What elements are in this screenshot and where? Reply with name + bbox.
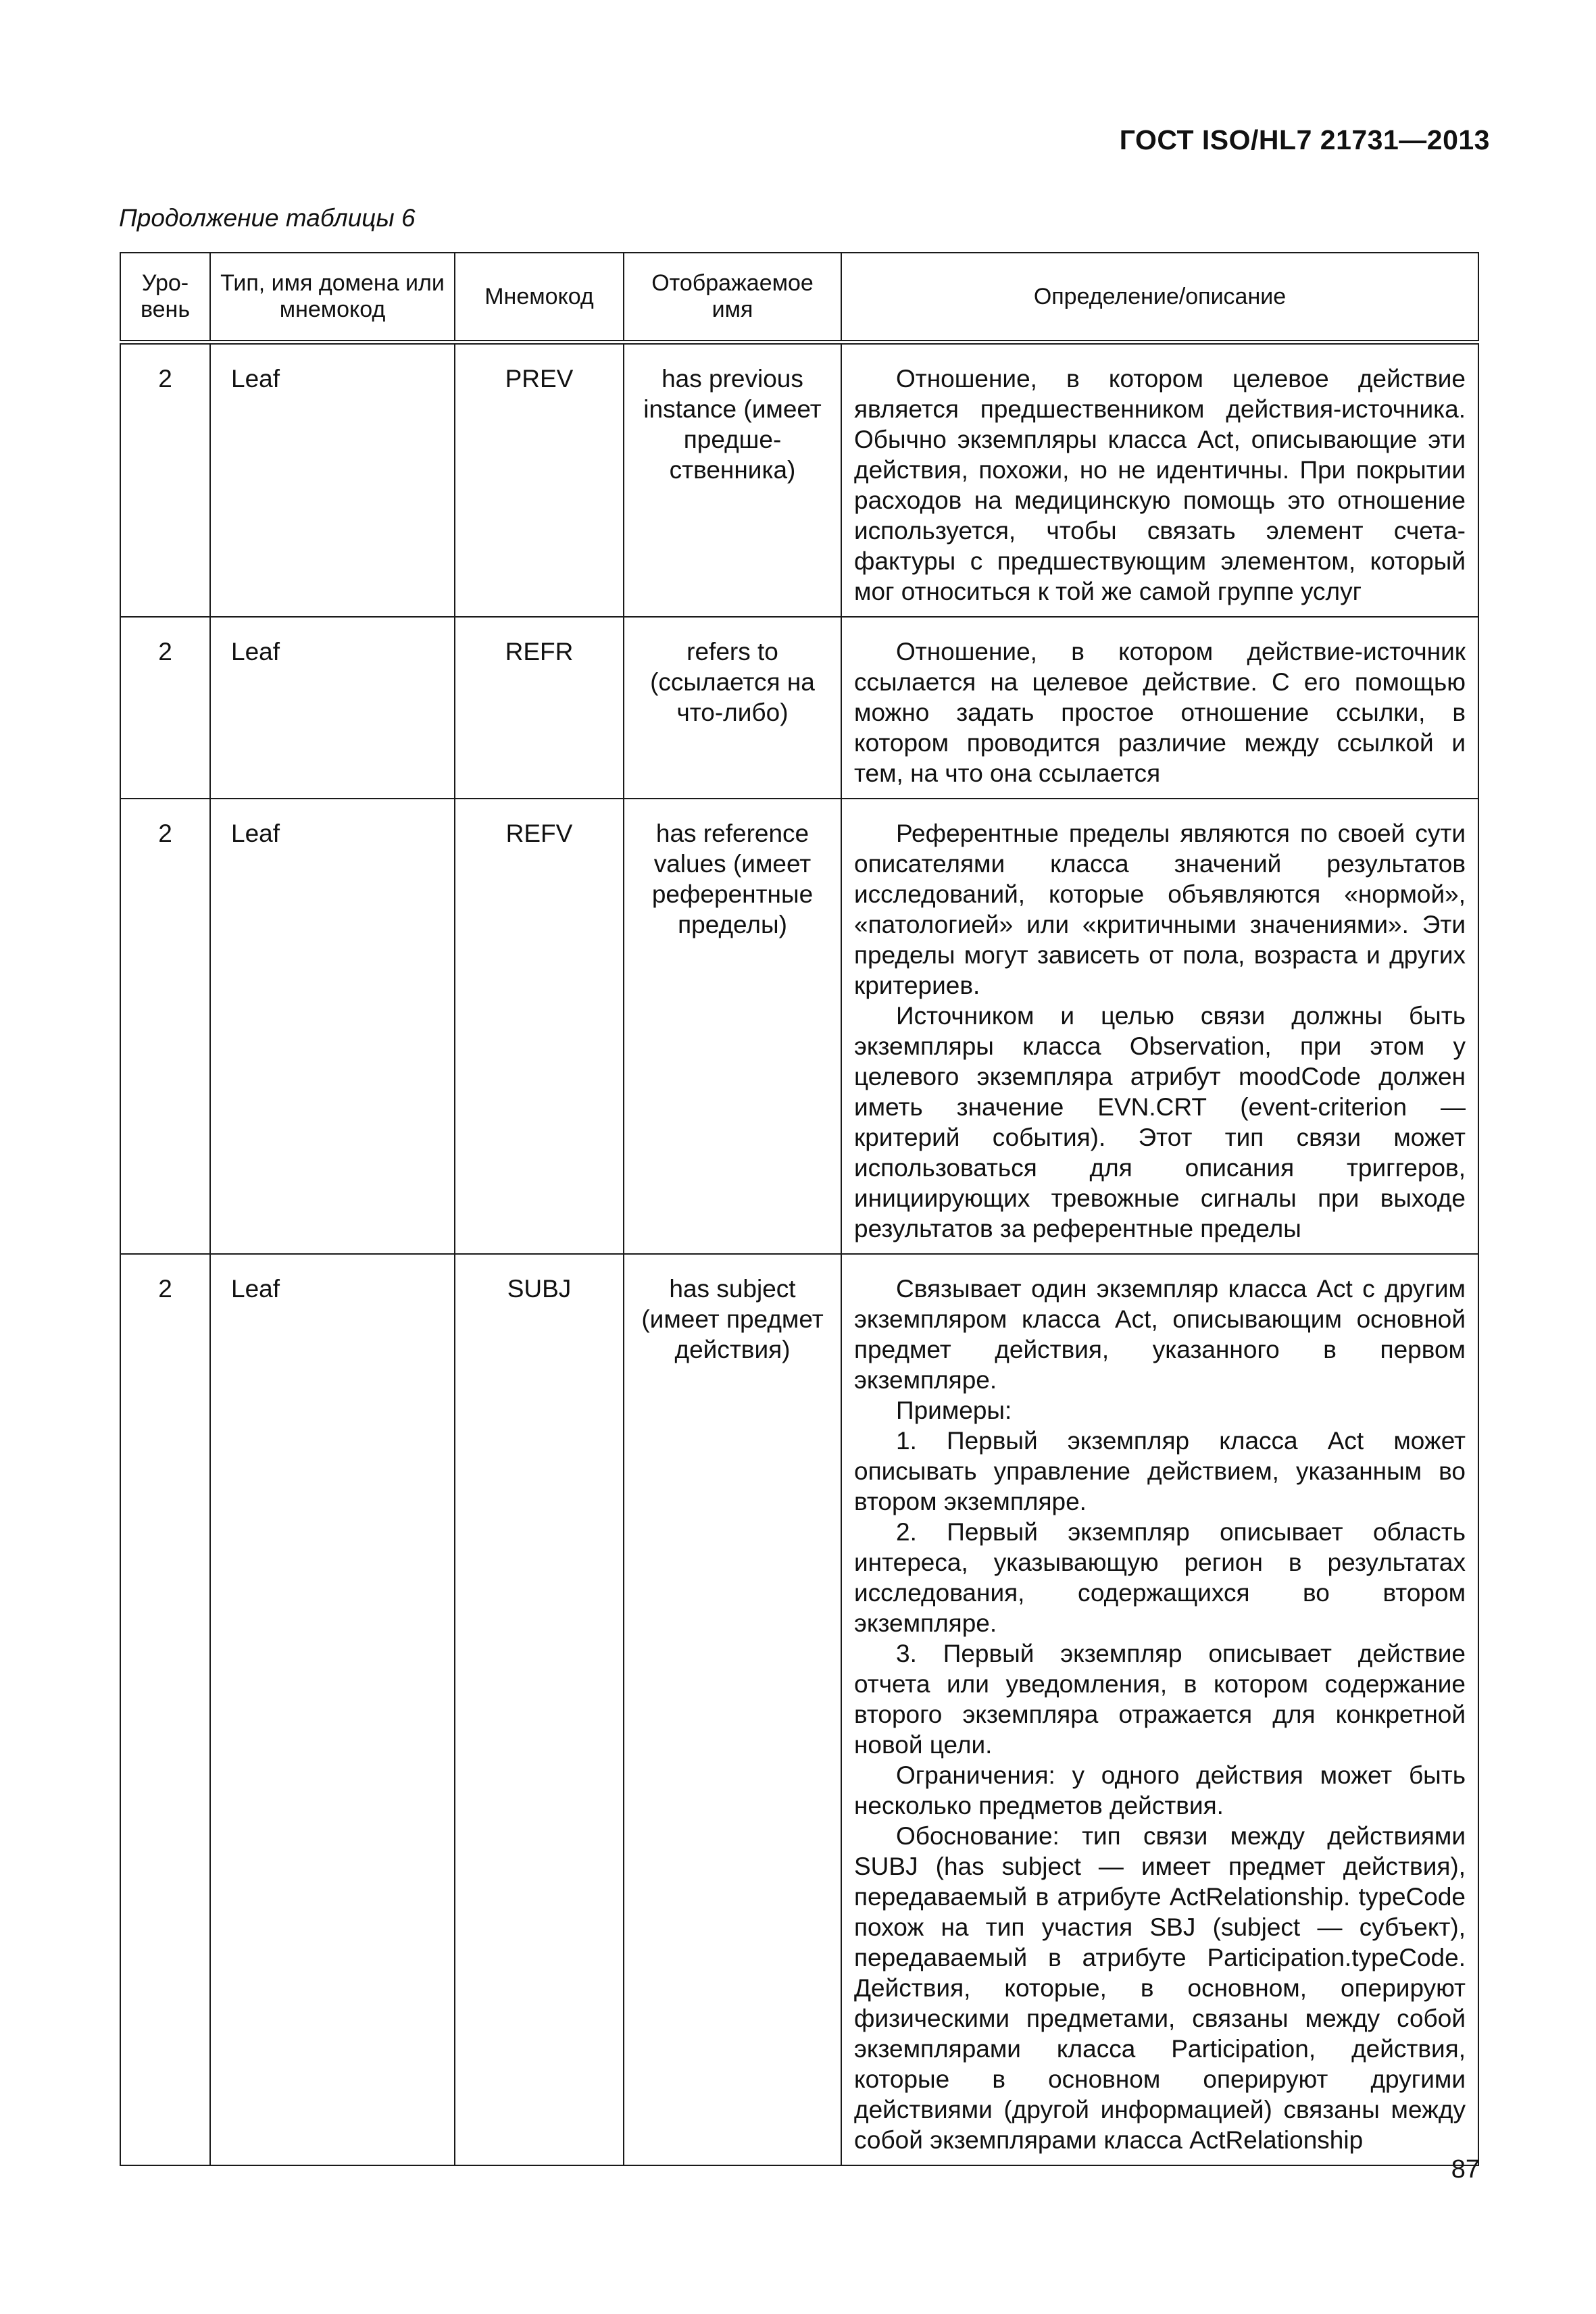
definition-paragraph: 2. Первый экземпляр описывает область интереса, указывающую регион в результатах исследования, содержащихся во втором экземпляре.	[854, 1518, 1466, 1637]
definition-paragraph: 3. Первый экземпляр описывает действие отчета или уведомления, в котором содержание второго экземпляра отражается для конкретной новой цели.	[854, 1640, 1466, 1759]
mnemonic-cell: PREV	[455, 343, 624, 618]
definition-cell	[841, 617, 1478, 799]
definition-paragraph: Отношение, в котором действие-источник ссылается на целевое действие. С его помощью можно задать простое отношение ссылки, в котором проводится различие между ссылкой и тем, на что она ссылается	[854, 638, 1466, 787]
type-cell: Leaf	[210, 799, 455, 1254]
level-cell: 2	[120, 1254, 210, 2165]
table-row	[120, 343, 1478, 618]
definition-paragraph: Ограничения: у одного действия может быть несколько предметов действия.	[854, 1761, 1466, 1819]
page-number: 87	[1451, 2155, 1480, 2184]
column-header-level: Уро-вень	[120, 253, 210, 343]
definitions-table	[120, 252, 1479, 2166]
table-row	[120, 799, 1478, 1254]
table-row	[120, 617, 1478, 799]
level-cell: 2	[120, 343, 210, 618]
table-header-row	[120, 253, 1478, 343]
definition-paragraph: Примеры:	[896, 1397, 1012, 1424]
type-cell: Leaf	[210, 617, 455, 799]
mnemonic-cell: REFR	[455, 617, 624, 799]
mnemonic-cell: REFV	[455, 799, 624, 1254]
definition-paragraph: 1. Первый экземпляр класса Act может описывать управление действием, указанным во втором экземпляре.	[854, 1427, 1466, 1515]
definition-paragraph: Обоснование: тип связи между действиями SUBJ (has subject — имеет предмет действия), передаваемый в атрибуте ActRelationship. typeCode похож на тип участия SBJ (subject — субъект), передаваемый в атрибуте Participation.typeCode. Действия, которые, в основном, оперируют физическими предметами, связаны между собой экземплярами класса Participation, действия, которые в основном оперируют другими действиями (другой информацией) связаны между собой экземплярами класса ActRelationship	[854, 1822, 1466, 2154]
column-header-type: Тип, имя домена или мнемокод	[210, 253, 455, 343]
display-name-cell: has previous instance (имеет предше-ственника)	[624, 343, 841, 618]
table-row	[120, 1254, 1478, 2165]
type-cell: Leaf	[210, 1254, 455, 2165]
table-caption: Продолжение таблицы 6	[119, 204, 416, 232]
definition-paragraph: Отношение, в котором целевое действие является предшественником действия-источника. Обычно экземпляры класса Act, описывающие эти действия, похожи, но не идентичны. При покрытии расходов на медицинскую помощь это отношение используется, чтобы связать элемент счета-фактуры с предшествующим элементом, который мог относиться к той же самой группе услуг	[854, 365, 1466, 605]
level-cell: 2	[120, 799, 210, 1254]
column-header-mnemonic: Мнемокод	[455, 253, 624, 343]
definition-cell	[841, 343, 1478, 618]
type-cell: Leaf	[210, 343, 455, 618]
definition-paragraph: Референтные пределы являются по своей сути описателями класса значений результатов исследований, которые объявляются «нормой», «патологией» или «критичными значениями». Эти пределы могут зависеть от пола, возраста и других критериев.	[854, 820, 1466, 999]
standard-designation: ГОСТ ISO/HL7 21731—2013	[1119, 124, 1490, 155]
table-body	[120, 343, 1478, 2166]
column-header-display-name: Отображаемое имя	[624, 253, 841, 343]
definition-cell	[841, 799, 1478, 1254]
definition-paragraph: Источником и целью связи должны быть экземпляры класса Observation, при этом у целевого экземпляра атрибут moodCode должен иметь значение EVN.CRT (event-criterion — критерий события). Этот тип связи может использоваться для описания триггеров, инициирующих тревожные сигналы при выходе результатов за референтные пределы	[854, 1002, 1466, 1242]
definition-cell	[841, 1254, 1478, 2165]
mnemonic-cell: SUBJ	[455, 1254, 624, 2165]
display-name-cell: has reference values (имеет референтные пределы)	[624, 799, 841, 1254]
column-header-definition: Определение/описание	[841, 253, 1478, 343]
display-name-cell: refers to (ссылается на что-либо)	[624, 617, 841, 799]
display-name-cell: has subject (имеет предмет действия)	[624, 1254, 841, 2165]
definition-paragraph: Связывает один экземпляр класса Act с другим экземпляром класса Act, описывающим основной предмет действия, указанного в первом экземпляре.	[854, 1275, 1466, 1394]
level-cell: 2	[120, 617, 210, 799]
